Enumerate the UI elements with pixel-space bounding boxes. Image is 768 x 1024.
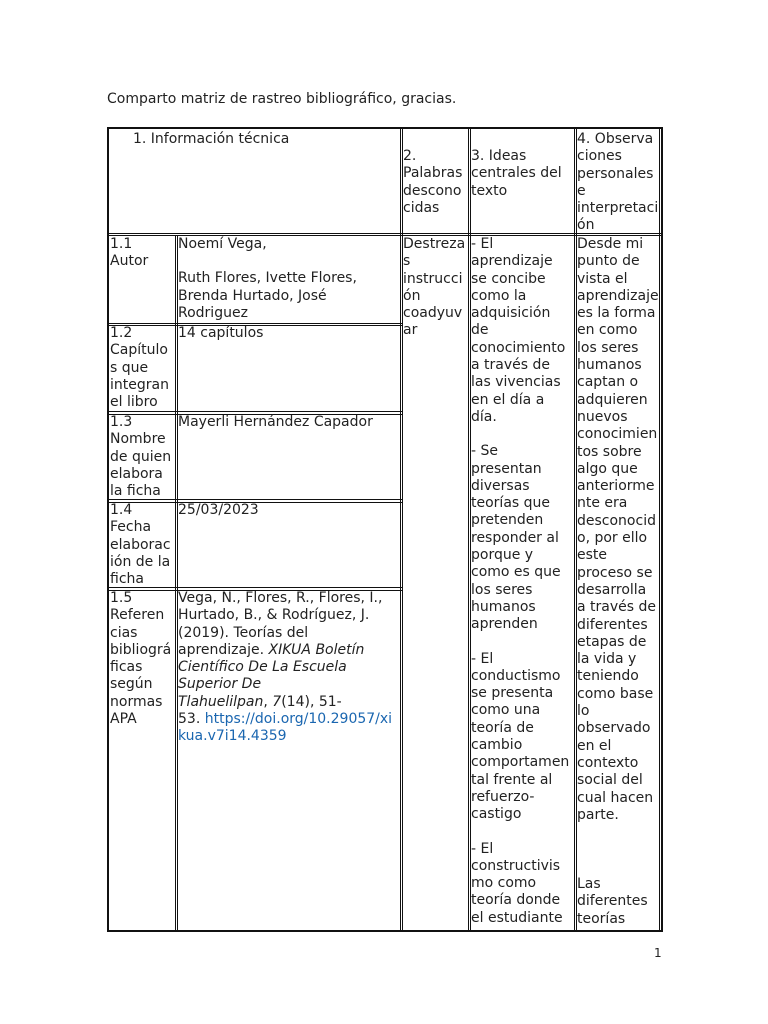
- reference-text: Vega, N., Flores, R., Flores, I., Hurtado, B., & Rodríguez, J. (2019). Teorías del aprendizaje.: [178, 590, 383, 658]
- palabras-desconocidas-value: Destreza s instrucci ón coadyuv ar: [403, 236, 466, 339]
- header-informacion-tecnica: 1. Información técnica: [133, 131, 290, 147]
- idea-item: - El conductismo se presenta como una teoría de cambio comportamen tal frente al refuerzo- castigo: [471, 650, 570, 823]
- intro-text: Comparto matriz de rastreo bibliográfico, gracias.: [107, 91, 457, 107]
- observacion-paragraph: Las diferentes teorías: [577, 876, 648, 927]
- observacion-paragraph: Desde mi punto de vista el aprendizaje es la forma en como los seres humanos captan o adquieren nuevos conocimien tos sobre algo que anteriorme nte era desconocid o, por ello este proceso se desarrolla a través de diferentes etapas de la vida y teniendo como base lo observado en el contexto social del cual hacen parte.: [577, 236, 659, 823]
- row-label-nombre: 1.3 Nombre de quien elabora la ficha: [110, 414, 172, 500]
- row-value-nombre: Mayerli Hernández Capador: [178, 414, 373, 430]
- row-label-referencias: 1.5 Referen cias bibliográ ficas según normas APA: [110, 590, 172, 728]
- reference-journal: XIKUA Boletín Científico De La Escuela Superior De Tlahuelilpan: [178, 641, 365, 710]
- row-value-fecha: 25/03/2023: [178, 502, 259, 518]
- row-divider: [109, 323, 402, 324]
- reference-pages: (14), 51- 53.: [178, 693, 342, 728]
- ideas-centrales-content: [471, 236, 575, 927]
- header-palabras-desconocidas: 2. Palabras descono cidas: [403, 148, 463, 216]
- reference-volume: 7: [272, 693, 282, 710]
- row-value-capitulos: 14 capítulos: [178, 325, 264, 341]
- autor-coauthors: Ruth Flores, Ivette Flores, Brenda Hurtado, José Rodriguez: [178, 270, 357, 321]
- column-divider: [175, 235, 176, 932]
- row-label-capitulos: 1.2 Capítulo s que integran el libro: [110, 325, 169, 411]
- reference-separator: ,: [263, 693, 273, 710]
- idea-item: - Se presentan diversas teorías que pretenden responder al porque y como es que los seres humanos aprenden: [471, 443, 561, 633]
- autor-line: Noemí Vega,: [178, 236, 267, 252]
- idea-item: - El constructivis mo como teoría donde el estudiante: [471, 840, 563, 926]
- row-label-autor: 1.1 Autor: [110, 236, 149, 270]
- bibliographic-matrix-table: [107, 127, 663, 932]
- observaciones-content: [577, 236, 663, 928]
- idea-item: - El aprendizaje se concibe como la adquisición de conocimiento a través de las vivencias en el día a día.: [471, 236, 566, 425]
- row-value-autor: [178, 236, 400, 322]
- row-value-referencias: [178, 590, 400, 746]
- column-divider: [400, 129, 401, 932]
- header-observaciones: 4. Observa ciones personales e interpretaci ón: [577, 131, 659, 234]
- header-ideas-centrales: 3. Ideas centrales del texto: [471, 148, 562, 199]
- row-label-fecha: 1.4 Fecha elaborac ión de la ficha: [110, 502, 171, 588]
- doi-link[interactable]: https://doi.org/10.29057/xi kua.v7i14.4359: [178, 711, 393, 745]
- page-number: 1: [654, 946, 662, 960]
